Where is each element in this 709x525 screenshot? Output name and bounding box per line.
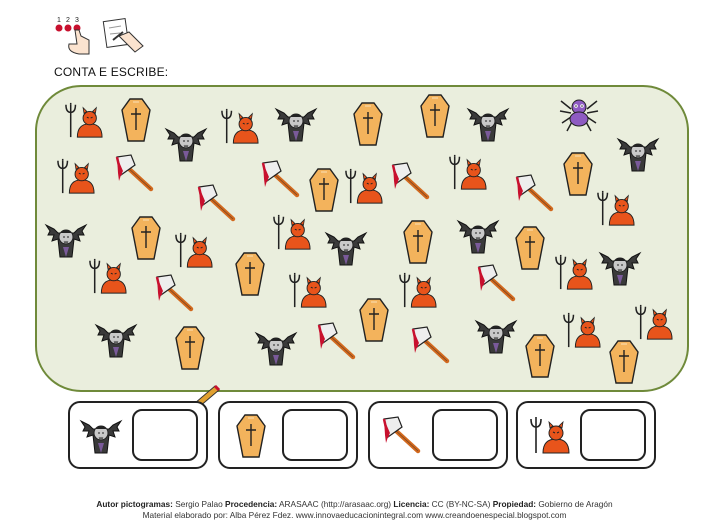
svg-text:2: 2 — [66, 17, 70, 24]
devil-icon — [290, 273, 326, 307]
vampire-icon — [476, 321, 516, 353]
svg-text:1: 1 — [57, 17, 61, 24]
bloody-axe-icon — [378, 411, 424, 459]
devil-icon — [274, 215, 310, 249]
bloody-axe-icon — [479, 265, 513, 299]
bloody-axe-icon — [199, 185, 233, 219]
devil-icon — [58, 159, 94, 193]
vampire-icon — [458, 221, 498, 253]
coffin-icon — [404, 221, 432, 263]
bloody-axe-icon — [263, 161, 297, 195]
count-box-coffin — [218, 401, 358, 469]
bloody-axe-icon — [393, 163, 427, 197]
coffin-icon — [176, 327, 204, 369]
coffin-icon — [310, 169, 338, 211]
scene-pictograms — [35, 85, 689, 392]
devil-icon — [564, 313, 600, 347]
coffin-icon — [360, 299, 388, 341]
coffin-icon — [564, 153, 592, 195]
devil-icon — [66, 103, 102, 137]
bloody-axe-icon — [517, 175, 551, 209]
answer-field-axe[interactable] — [432, 409, 498, 461]
instruction-icons — [55, 14, 145, 56]
answer-field-coffin[interactable] — [282, 409, 348, 461]
instruction-text: CONTA E ESCRIBE: — [54, 65, 169, 79]
count-box-axe — [368, 401, 508, 469]
bloody-axe-icon — [413, 327, 447, 361]
coffin-icon — [236, 253, 264, 295]
credits-line-1: Autor pictogramas: Sergio Palao Procedencia: ARASAAC (http://arasaac.org) Licencia: CC (BY-NC-SA) Propiedad: Gobierno de Aragón — [96, 499, 613, 509]
devil-icon — [90, 259, 126, 293]
credits-footer — [0, 499, 709, 521]
count-hand-icon — [56, 17, 90, 54]
coffin-icon — [228, 411, 274, 459]
vampire-icon — [276, 109, 316, 141]
vampire-icon — [618, 139, 658, 171]
coffin-icon — [610, 341, 638, 383]
bloody-axe-icon — [157, 275, 191, 309]
coffin-icon — [354, 103, 382, 145]
count-box-vampire — [68, 401, 208, 469]
devil-icon — [450, 155, 486, 189]
vampire-icon — [326, 233, 366, 265]
devil-icon — [526, 411, 572, 459]
svg-text:3: 3 — [75, 17, 79, 24]
coffin-icon — [526, 335, 554, 377]
spider-icon — [560, 100, 598, 131]
vampire-icon — [600, 253, 640, 285]
answer-field-devil[interactable] — [580, 409, 646, 461]
coffin-icon — [421, 95, 449, 137]
devil-icon — [176, 233, 212, 267]
count-box-devil — [516, 401, 656, 469]
bloody-axe-icon — [319, 323, 353, 357]
vampire-icon — [46, 225, 86, 257]
vampire-icon — [468, 109, 508, 141]
coffin-icon — [516, 227, 544, 269]
vampire-icon — [78, 411, 124, 459]
vampire-icon — [96, 325, 136, 357]
devil-icon — [598, 191, 634, 225]
devil-icon — [222, 109, 258, 143]
bloody-axe-icon — [117, 155, 151, 189]
vampire-icon — [256, 333, 296, 365]
devil-icon — [556, 255, 592, 289]
devil-icon — [346, 169, 382, 203]
coffin-icon — [132, 217, 160, 259]
devil-icon — [636, 305, 672, 339]
vampire-icon — [166, 129, 206, 161]
write-hand-icon — [103, 19, 143, 52]
answer-field-vampire[interactable] — [132, 409, 198, 461]
devil-icon — [400, 273, 436, 307]
coffin-icon — [122, 99, 150, 141]
credits-line-2: Material elaborado por: Alba Pérez Fdez. www.innovaeducacionintegral.com www.creandoenespecial.blogspot.com — [142, 510, 567, 520]
